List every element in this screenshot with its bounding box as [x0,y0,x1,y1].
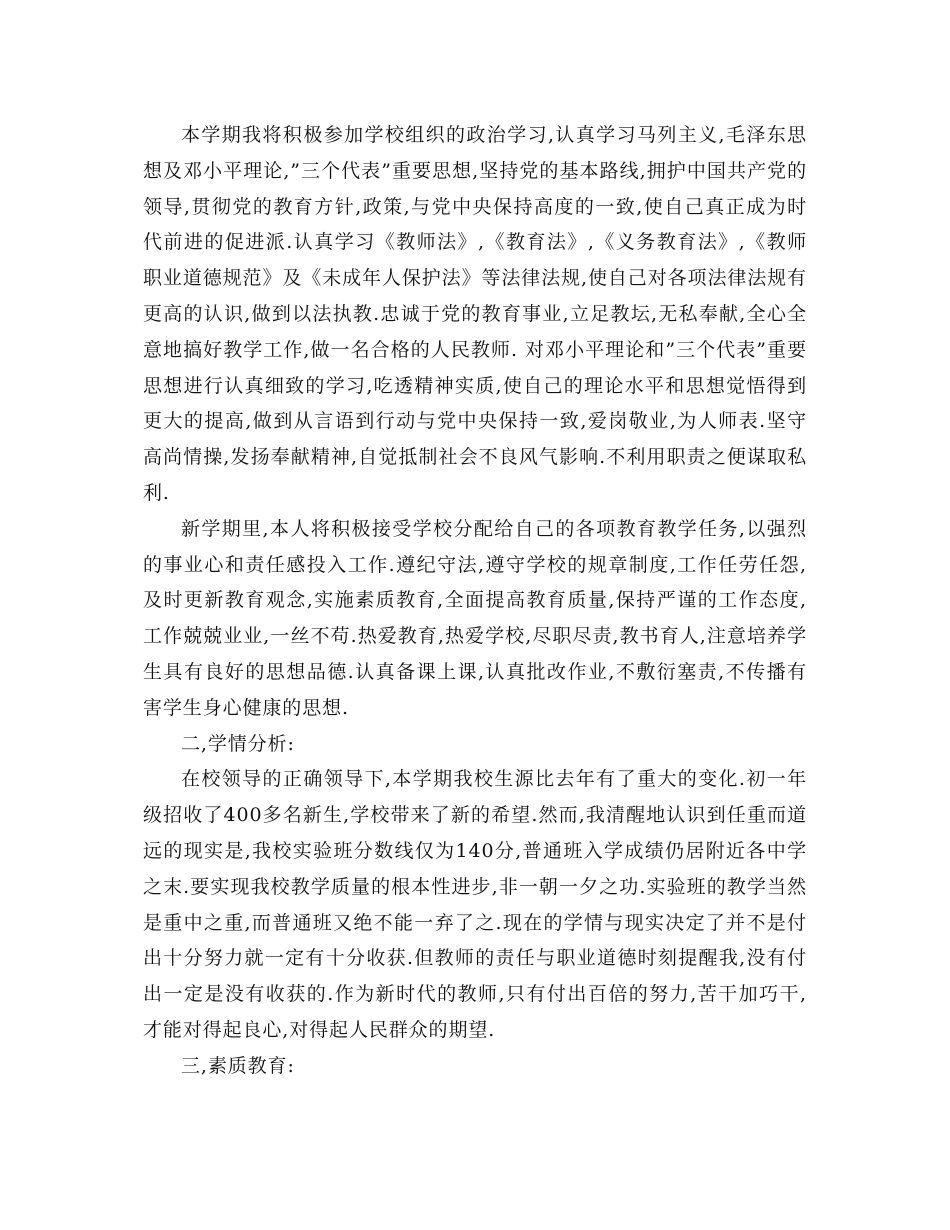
paragraph-work-attitude: 新学期里,本人将积极接受学校分配给自己的各项教育教学任务,以强烈的事业心和责任感投入工作.遵纪守法,遵守学校的规章制度,工作任劳任怨,及时更新教育观念,实施素质教育,全面提高教育质量,保持严谨的工作态度,工作兢兢业业,一丝不苟.热爱教育,热爱学校,尽职尽责,教书育人,注意培养学生具有良好的思想品德.认真备课上课,认真批改作业,不敷衍塞责,不传播有害学生身心健康的思想. [143,517,807,719]
section-heading-student-analysis: 二,学情分析: [181,732,295,755]
document-body [143,118,807,1085]
paragraph-political-study: 本学期我将积极参加学校组织的政治学习,认真学习马列主义,毛泽东思想及邓小平理论,”三个代表”重要思想,坚持党的基本路线,拥护中国共产党的领导,贯彻党的教育方针,政策,与党中央保持高度的一致,使自己真正成为时代前进的促进派.认真学习《教师法》,《教育法》,《义务教育法》,《教师职业道德规范》及《未成年人保护法》等法律法规,使自己对各项法律法规有更高的认识,做到以法执教.忠诚于党的教育事业,立足教坛,无私奉献,全心全意地搞好教学工作,做一名合格的人民教师. 对邓小平理论和”三个代表”重要思想进行认真细致的学习,吃透精神实质,使自己的理论水平和思想觉悟得到更大的提高,做到从言语到行动与党中央保持一致,爱岗敬业,为人师表.坚守高尚情操,发扬奉献精神,自觉抵制社会不良风气影响.不利用职责之便谋取私利. [143,124,807,504]
paragraph-student-analysis: 在校领导的正确领导下,本学期我校生源比去年有了重大的变化.初一年级招收了400多名新生,学校带来了新的希望.然而,我清醒地认识到任重而道远的现实是,我校实验班分数线仅为140分,普通班入学成绩仍居附近各中学之末.要实现我校教学质量的根本性进步,非一朝一夕之功.实验班的教学当然是重中之重,而普通班又绝不能一弃了之.现在的学情与现实决定了并不是付出十分努力就一定有十分收获.但教师的责任与职业道德时刻提醒我,没有付出一定是没有收获的.作为新时代的教师,只有付出百倍的努力,苦干加巧干,才能对得起良心,对得起人民群众的期望. [143,768,807,1041]
section-heading-quality-education: 三,素质教育: [181,1054,295,1077]
